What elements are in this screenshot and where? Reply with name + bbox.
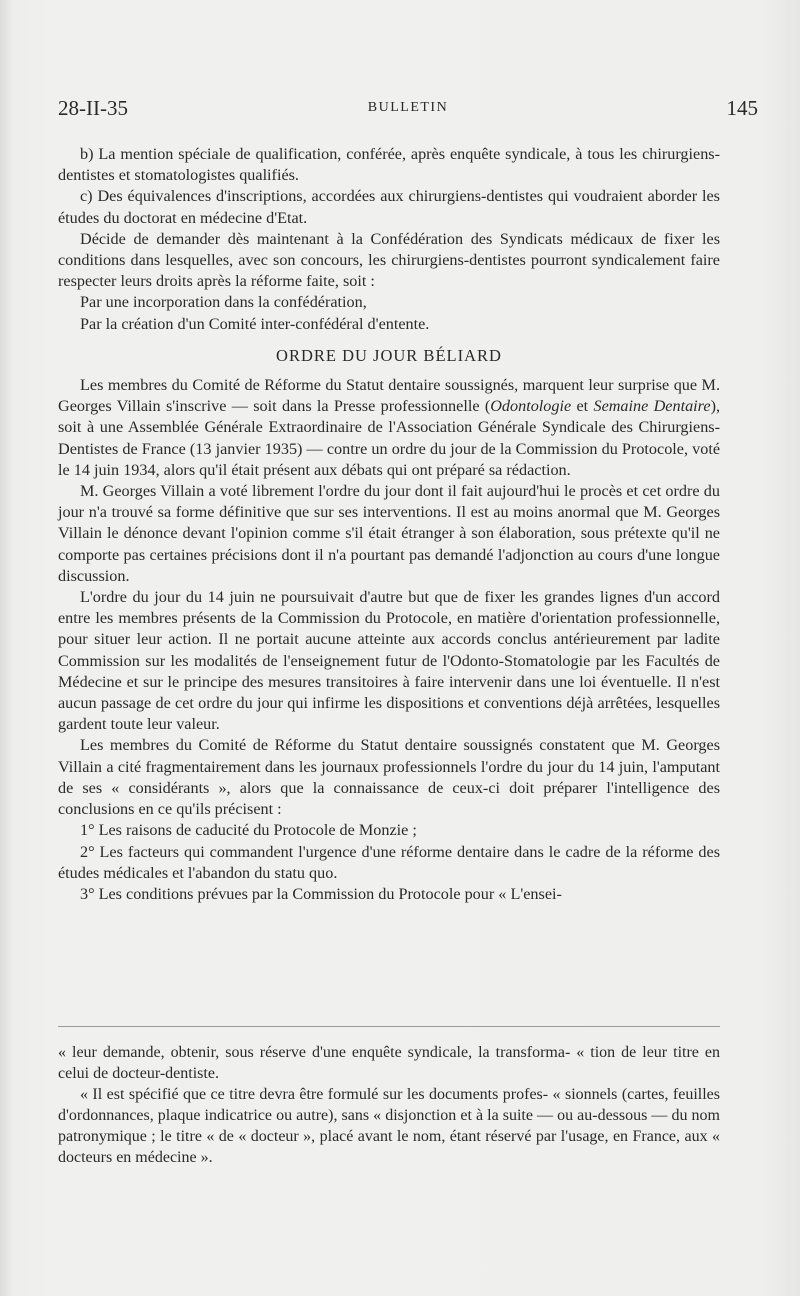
- footnote-1: « leur demande, obtenir, sous réserve d'une enquête syndicale, la transforma- « tion de leur titre en celui de docteur-dentiste.: [58, 1044, 720, 1082]
- header-title: BULLETIN: [367, 100, 449, 115]
- text-run: et: [571, 397, 594, 416]
- paragraph-14-juin: L'ordre du jour du 14 juin ne poursuivait d'autre but que de fixer les grandes lignes d'un accord entre les membres présents de la Commission du Protocole, en matière d'orientation professionnelle, pour situer leur action. Il ne portait aucune atteinte aux accords conclus antérieurement par ladite Commission sur les modalités de l'enseignement futur de l'Odonto-Stomatologie par les Facultés de Médecine et sur le principe des mesures transitoires à faire intervenir dans une loi éventuelle. Il n'est aucun passage de cet ordre du jour qui infirme les dispositions et conventions déjà arrêtées, lesquelles gardent toute leur valeur.: [58, 588, 720, 734]
- journal-title: Odontologie: [490, 397, 572, 416]
- paragraph-creation: Par la création d'un Comité inter-confédéral d'entente.: [80, 314, 430, 333]
- paragraph-constatent: Les membres du Comité de Réforme du Statut dentaire soussignés constatent que M. Georges Villain a cité fragmentairement dans les journaux professionnels l'ordre du jour du 14 juin, l'amputant de ses « considérants », alors que la connaissance de ceux-ci doit préparer l'intelligence des conclusions en ce qu'ils précisent :: [58, 736, 720, 819]
- section-heading: ORDRE DU JOUR BÉLIARD: [276, 345, 502, 365]
- footnote-2: « Il est spécifié que ce titre devra être formulé sur les documents profes- « sionnels (cartes, feuilles d'ordonnances, plaque indicatrice ou autre), sans « disjonction et à la suite — ou au-dessous — du nom patronymique ; le titre « de « docteur », placé avant le nom, étant réservé par l'usage, en France, aux « docteurs en médecine ».: [58, 1086, 720, 1166]
- list-item-3: 3° Les conditions prévues par la Commission du Protocole pour « L'ensei-: [80, 884, 562, 903]
- footnote-divider: [58, 1026, 720, 1027]
- list-item-1: 1° Les raisons de caducité du Protocole de Monzie ;: [80, 821, 417, 840]
- paragraph-b: b) La mention spéciale de qualification, conférée, après enquête syndicale, à tous les chirurgiens-dentistes et stomatologistes qualifiés.: [58, 145, 720, 185]
- footnotes: [58, 1042, 720, 1168]
- text-run: ), soit à une Assemblée Générale Extraordinaire de l'Association Générale Syndicale des Chirurgiens-Dentistes de France (13 janvier 1935) — contre un ordre du jour de la Commission du Protocole, voté le 14 juin 1934, alors qu'il était présent aux débats qui ont préparé sa rédaction.: [58, 397, 721, 479]
- list-item-2: 2° Les facteurs qui commandent l'urgence d'une réforme dentaire dans le cadre de la réforme des études médicales et l'abandon du statu quo.: [58, 842, 720, 882]
- text-run: Les membres du Comité de Réforme du Statut dentaire soussignés, marquent leur surprise que M. Georges Villain s'inscrive — soit dans la Presse professionnelle (: [58, 376, 720, 416]
- paragraph-surprise: [58, 375, 720, 481]
- header-date: 28-II-35: [58, 96, 128, 120]
- page-number: 145: [726, 96, 758, 120]
- main-text: [58, 144, 720, 905]
- paragraph-incorporation: Par une incorporation dans la confédération,: [80, 293, 367, 312]
- running-header: [58, 96, 758, 124]
- paragraph-c: c) Des équivalences d'inscriptions, accordées aux chirurgiens-dentistes qui voudraient aborder les études du doctorat en médecine d'Etat.: [58, 187, 720, 227]
- paragraph-villain: M. Georges Villain a voté librement l'ordre du jour dont il fait aujourd'hui le procès et cet ordre du jour n'a trouvé sa forme définitive que sur ses interventions. Il est au moins anormal que M. Georges Villain le dénonce devant l'opinion comme s'il était étranger à son élaboration, sous prétexte qu'il ne comporte pas certaines précisions dont il n'a pourtant pas demandé l'adjonction au cours d'une longue discussion.: [58, 482, 720, 585]
- paragraph-decide: Décide de demander dès maintenant à la Confédération des Syndicats médicaux de fixer les conditions dans lesquelles, avec son concours, les chirurgiens-dentistes pourront syndicalement faire respecter leurs droits après la réforme faite, soit :: [58, 229, 720, 291]
- journal-title: Semaine Dentaire: [593, 397, 711, 416]
